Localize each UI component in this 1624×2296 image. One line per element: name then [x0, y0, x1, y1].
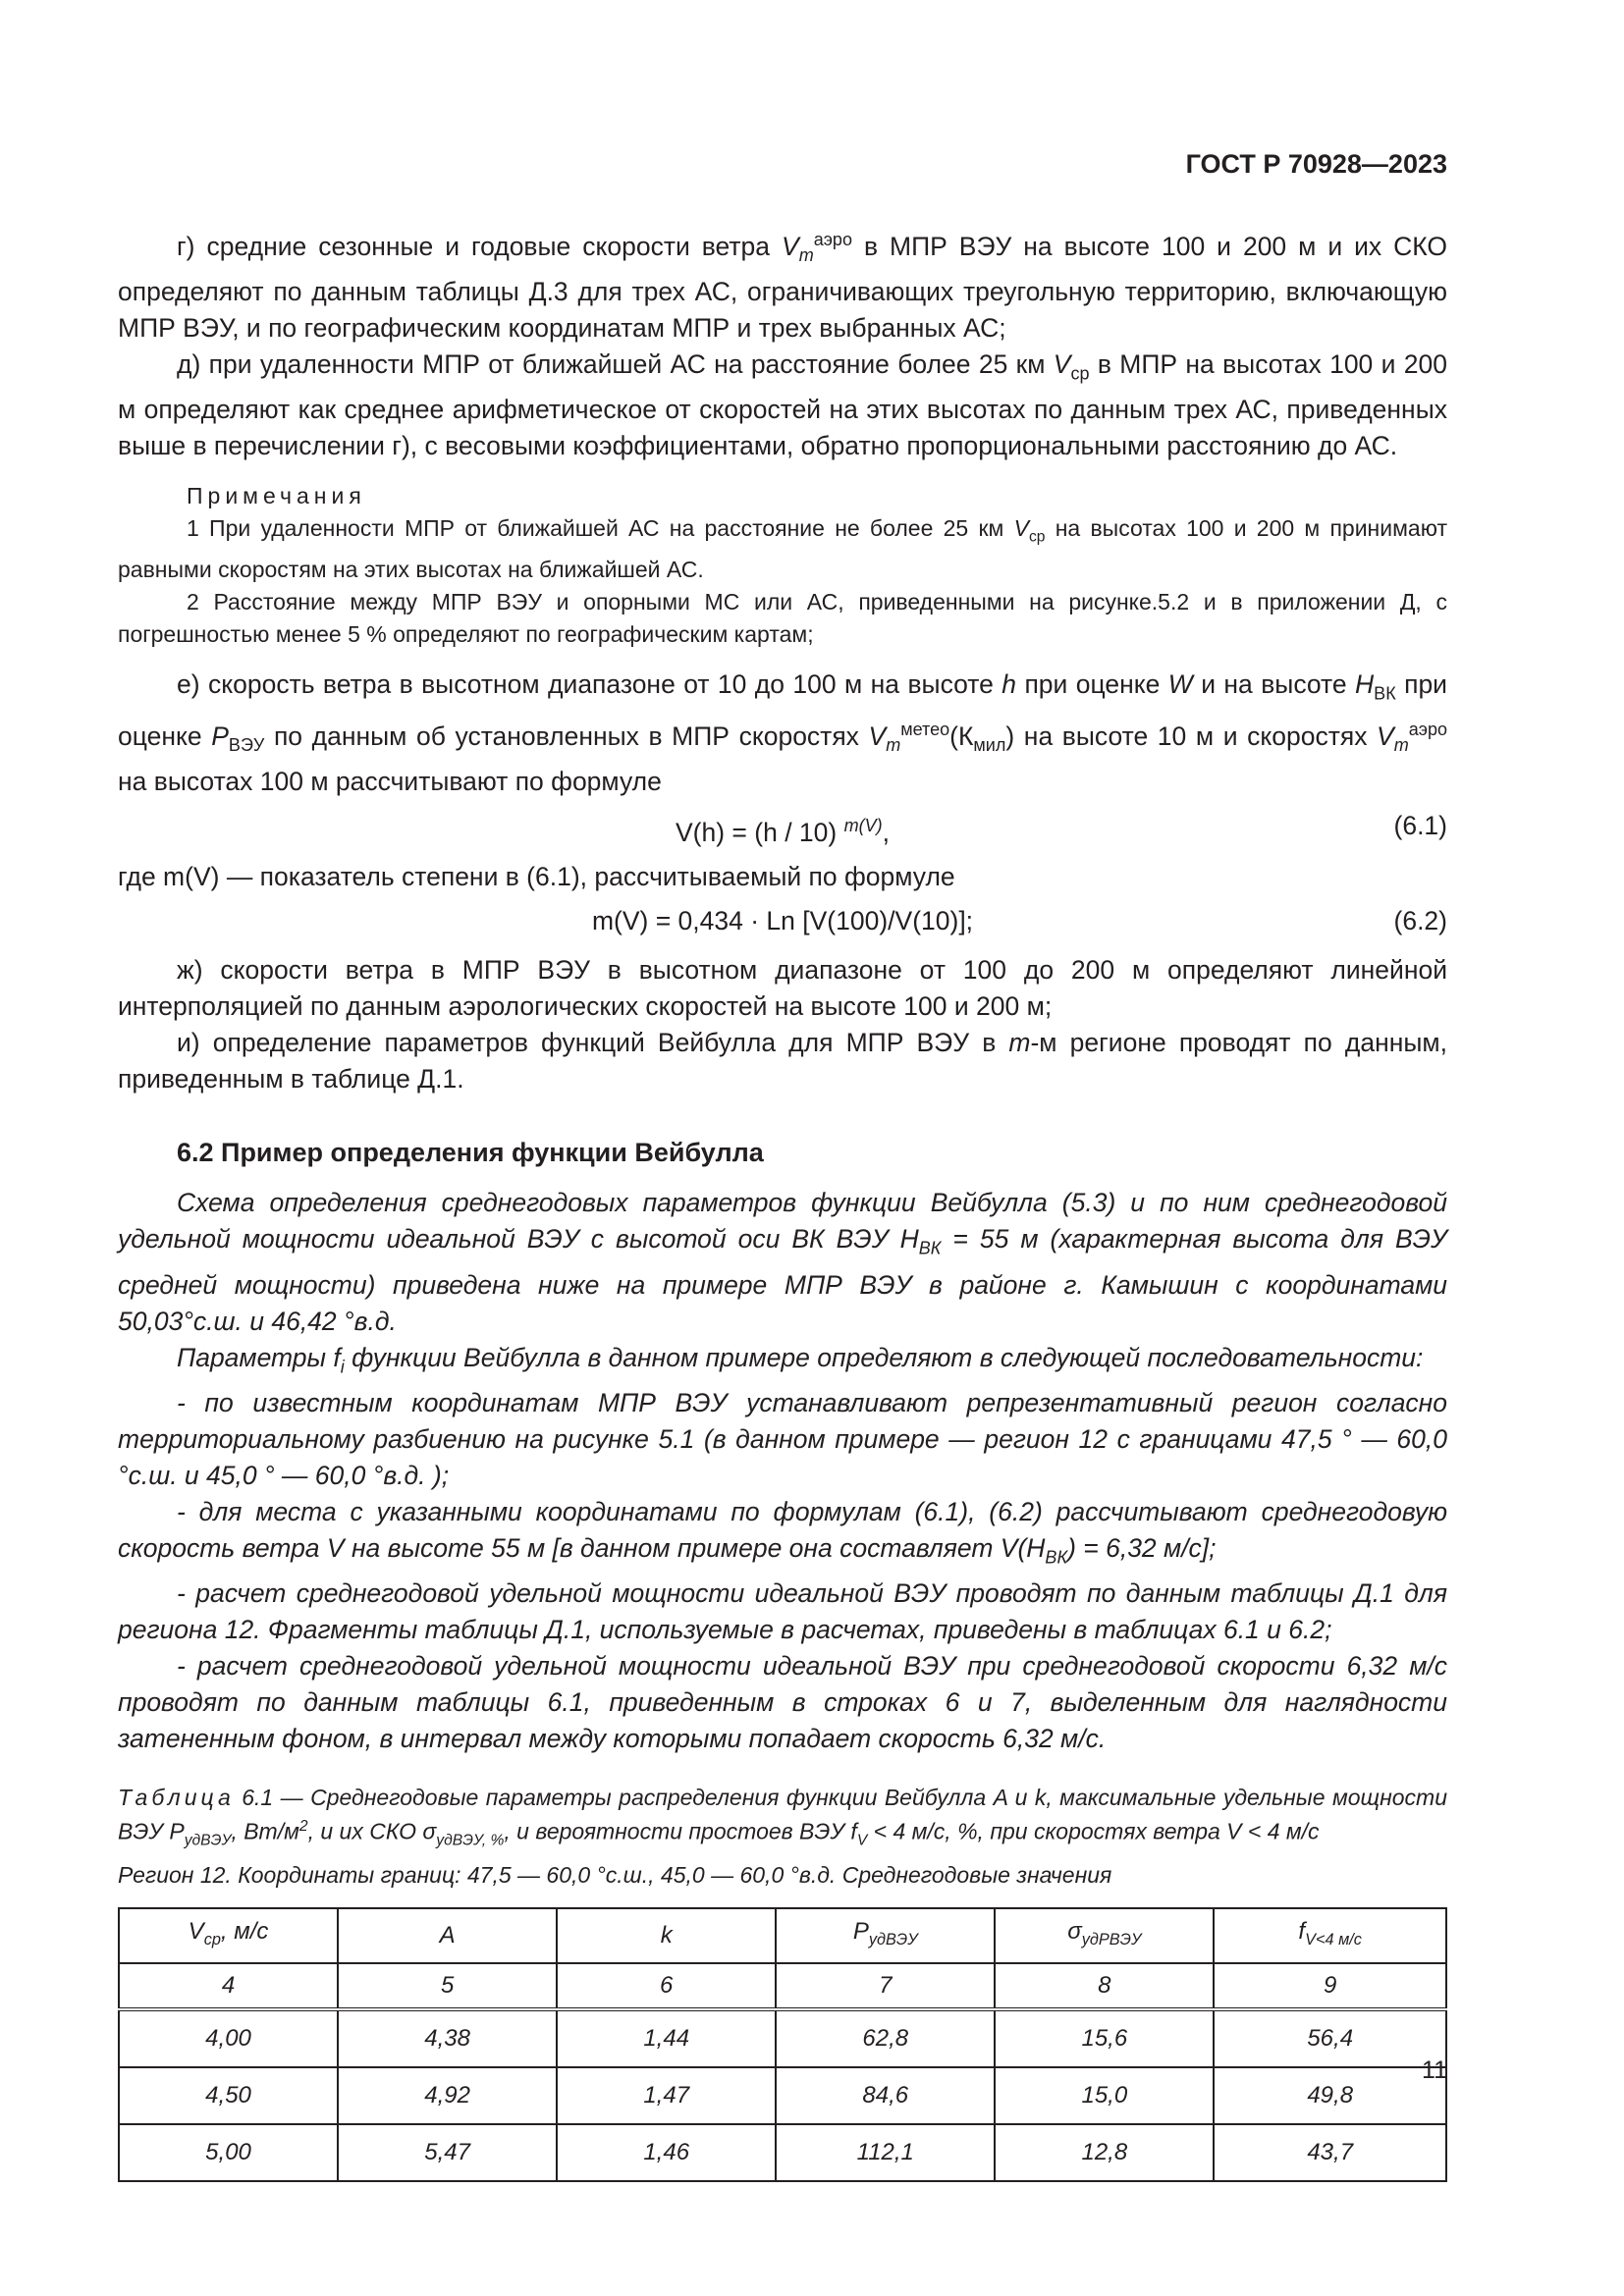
table-header-row: [119, 1908, 1446, 1963]
notes-block: [118, 480, 1447, 651]
paragraph-d: д) при удаленности МПР от ближайшей АС на расстояние более 25 км $V_{ср}$ в МПР на высотах 100 и 200 м определяют как среднее арифметическое от скоростей на этих высотах по данным трех АС, приведенных выше в перечислении г), с весовыми коэффициентами, обратно пропорциональными расстоянию до АС.: [118, 349, 1447, 461]
table-cell: 1,47: [557, 2067, 776, 2124]
table-row: [119, 2009, 1446, 2067]
table-cell: 7: [776, 1963, 995, 2009]
note-2: 2 Расстояние между МПР ВЭУ и опорными МС или АС, приведенными на рисунке.5.2 и в приложении Д, с погрешностью менее 5 % определяют по географическим картам;: [118, 589, 1447, 648]
section-heading: 6.2 Пример определения функции Вейбулла: [177, 1138, 764, 1168]
paragraph-zh: ж) скорости ветра в МПР ВЭУ в высотном диапазоне от 100 до 200 м определяют линейной интерполяцией по данным аэрологических скоростей на высоте 100 и 200 м;: [118, 955, 1447, 1022]
table-cell: 8: [995, 1963, 1214, 2009]
table-row: [119, 2124, 1446, 2181]
table-cell: 4,00: [119, 2009, 338, 2067]
example-paragraph-4: - для места с указанными координатами по формулам (6.1), (6.2) рассчитывают среднегодовую скорость ветра V на высоте 55 м [в данном примере она составляет $V(H_{ВК}) = 6,32$ м/с];: [118, 1497, 1447, 1568]
note-1: 1 При удаленности МПР от ближайшей АС на расстояние не более 25 км $V_{ср}$ на высотах 100 и 200 м принимают равными скоростям на этих высотах на ближайшей АС.: [118, 515, 1447, 583]
table-cell: 5: [338, 1963, 557, 2009]
table-cell: 4,92: [338, 2067, 557, 2124]
header-p: $P_{удВЭУ}$: [776, 1908, 995, 1963]
table-region-caption: Регион 12. Координаты границ: 47,5 — 60,0 °с.ш., 45,0 — 60,0 °в.д. Среднегодовые значения: [118, 1861, 1112, 1888]
paragraph-e: е) скорость ветра в высотном диапазоне от 10 до 100 м на высоте h при оценке W и на высоте $H_{ВК}$ при оценке $P_{ВЭУ}$ по данным об установленных в МПР скоростях $V_m^{метео}(К_{мил})$ на высоте 10 м и скоростях $V_m^{аэро}$ на высотах 100 м рассчитывают по формуле: [118, 669, 1448, 797]
example-block: [118, 1185, 1447, 1757]
weibull-parameters-table: [118, 1907, 1447, 2182]
table-cell: 6: [557, 1963, 776, 2009]
formula-6-1-exponent: m(V): [843, 816, 883, 836]
table-cell: 84,6: [776, 2067, 995, 2124]
header-vcp: $V_{ср}$, м/с: [119, 1908, 338, 1963]
table-caption: Таблица 6.1 — Среднегодовые параметры распределения функции Вейбулла A и k, максимальные удельные мощности ВЭУ $P_{удВЭУ}$, $Вт/м^2$, и их СКО $\sigma_{удВЭУ, \%}$, и вероятности простоев ВЭУ $f_V < 4$ м/с, %, при скоростях ветра V < 4 м/с: [118, 1785, 1447, 1849]
header-sigma: $\sigma_{удРВЭУ}$: [995, 1908, 1214, 1963]
table-cell: 4,38: [338, 2009, 557, 2067]
table-cell: 49,8: [1214, 2067, 1446, 2124]
table-cell: 9: [1214, 1963, 1446, 2009]
table-cell: 1,44: [557, 2009, 776, 2067]
formula-explanation: где m(V) — показатель степени в (6.1), рассчитываемый по формуле: [118, 862, 955, 892]
table-cell: 62,8: [776, 2009, 995, 2067]
table-cell: 15,0: [995, 2067, 1214, 2124]
table-cell: 4: [119, 1963, 338, 2009]
table-cell: 112,1: [776, 2124, 995, 2181]
example-paragraph-3: - по известным координатам МПР ВЭУ устанавливают репрезентативный регион согласно территориальному разбиению на рисунке 5.1 (в данном примере — регион 12 с границами 47,5 ° — 60,0 °с.ш. и 45,0 ° — 60,0 °в.д. );: [118, 1388, 1447, 1491]
example-paragraph-2: Параметры $f_i$ функции Вейбулла в данном примере определяют в следующей последовательности:: [177, 1342, 1424, 1377]
header-f: $f_{V<4 м/с}$: [1214, 1908, 1446, 1963]
example-paragraph-5: - расчет среднегодовой удельной мощности идеальной ВЭУ проводят по данным таблицы Д.1 для региона 12. Фрагменты таблицы Д.1, используемые в расчетах, приведены в таблицах 6.1 и 6.2;: [118, 1578, 1447, 1645]
formula-6-1: V(h) = (h / 10) $^{m(V)}$, (6.1): [118, 808, 1447, 851]
table-cell: 15,6: [995, 2009, 1214, 2067]
table-row: [119, 2067, 1446, 2124]
page-content: [118, 222, 1447, 2182]
formula-6-1-expression: V(h) = (h / 10): [676, 818, 844, 848]
table-cell: 1,46: [557, 2124, 776, 2181]
table-column-numbers-row: [119, 1963, 1446, 2009]
formula-6-2-expression: m(V) = 0,434 · Ln [V(100)/V(10)];: [591, 906, 974, 936]
table-cell: 5,00: [119, 2124, 338, 2181]
table-cell: 56,4: [1214, 2009, 1446, 2067]
example-paragraph-1: Схема определения среднегодовых параметров функции Вейбулла (5.3) и по ним среднегодовой удельной мощности идеальной ВЭУ с высотой оси ВК ВЭУ $H_{ВК} = 55$ м (характерная высота для ВЭУ средней мощности) приведена ниже на примере МПР ВЭУ в районе г. Камышин с координатами 50,03°с.ш. и 46,42 °в.д.: [118, 1188, 1447, 1336]
table-cell: 43,7: [1214, 2124, 1446, 2181]
header-a: A: [338, 1908, 557, 1963]
example-paragraph-6: - расчет среднегодовой удельной мощности идеальной ВЭУ при среднегодовой скорости 6,32 м/с проводят по данным таблицы 6.1, приведенным в строках 6 и 7, выделенным для наглядности затененным фоном, в интервал между которыми попадает скорость 6,32 м/с.: [118, 1651, 1447, 1754]
standard-header: ГОСТ Р 70928—2023: [1185, 149, 1447, 179]
header-k: k: [557, 1908, 776, 1963]
paragraph-g: г) средние сезонные и годовые скорости ветра $V_m^{аэро}$ в МПР ВЭУ на высоте 100 и 200 м и их СКО определяют по данным таблицы Д.3 для трех АС, ограничивающих треугольную территорию, включающую МПР ВЭУ, и по географическим координатам МПР и трех выбранных АС;: [118, 230, 1448, 344]
formula-6-2: [118, 903, 1447, 946]
formula-6-1-number: (6.1): [1393, 811, 1447, 841]
notes-title: Примечания: [187, 483, 366, 509]
table-cell: 4,50: [119, 2067, 338, 2124]
paragraph-i: и) определение параметров функций Вейбулла для МПР ВЭУ в m-м регионе проводят по данным, приведенным в таблице Д.1.: [118, 1028, 1447, 1095]
page-number: 11: [1422, 2056, 1447, 2084]
formula-6-2-number: (6.2): [1393, 906, 1447, 936]
table-cell: 5,47: [338, 2124, 557, 2181]
table-cell: 12,8: [995, 2124, 1214, 2181]
